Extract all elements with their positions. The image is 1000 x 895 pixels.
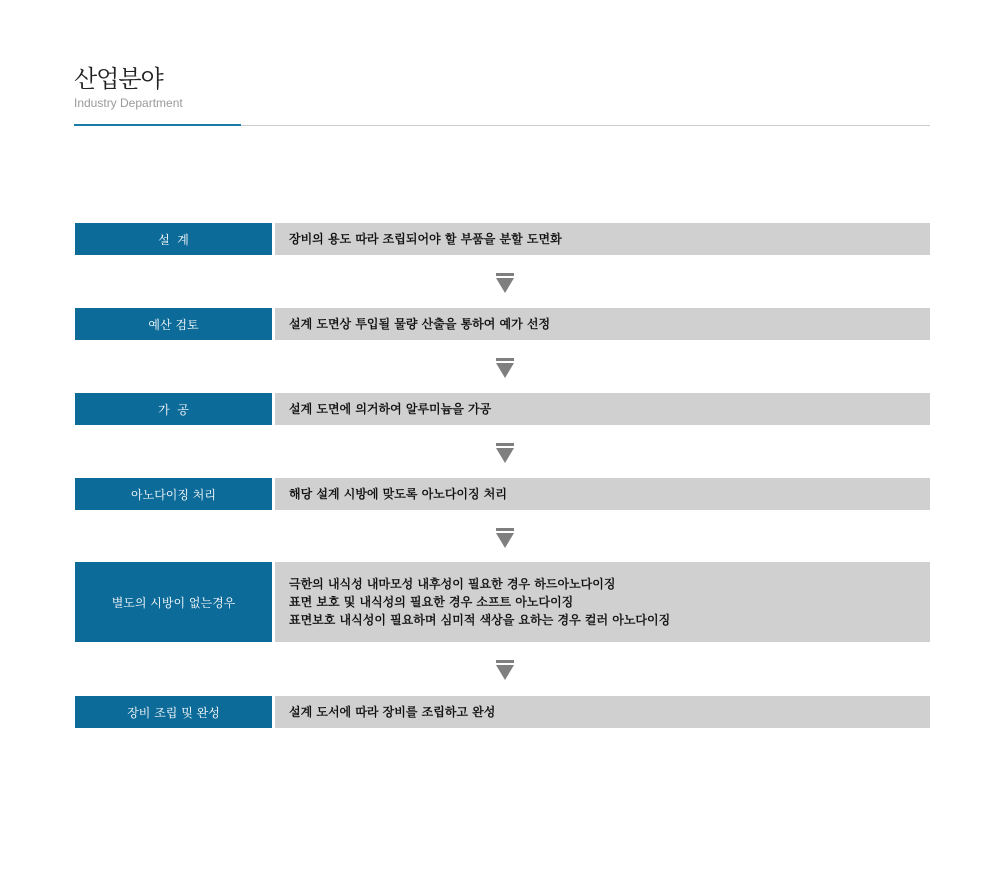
step-label: 장비 조립 및 완성 xyxy=(75,696,272,728)
step-description xyxy=(275,308,930,340)
page-title: 산업분야 xyxy=(74,65,163,93)
step-description-line: 설계 도서에 따라 장비를 조립하고 완성 xyxy=(289,705,496,719)
down-arrow-icon xyxy=(496,528,514,548)
step-label: 예산 검토 xyxy=(75,308,272,340)
process-step-no-spec xyxy=(75,562,930,642)
step-label: 별도의 시방이 없는경우 xyxy=(75,562,272,642)
down-arrow-icon xyxy=(496,660,514,680)
page-subtitle: Industry Department xyxy=(74,96,183,110)
step-description-line: 설계 도면상 투입될 물량 산출을 통하여 예가 선정 xyxy=(289,317,551,331)
down-arrow-icon xyxy=(496,358,514,378)
step-description-line: 표면보호 내식성이 필요하며 심미적 색상을 요하는 경우 컬러 아노다이징 xyxy=(289,613,671,627)
down-arrow-icon xyxy=(496,273,514,293)
step-description xyxy=(275,393,930,425)
step-description-line: 표면 보호 및 내식성의 필요한 경우 소프트 아노다이징 xyxy=(289,595,574,609)
process-step-design xyxy=(75,223,930,255)
down-arrow-icon xyxy=(496,443,514,463)
step-description xyxy=(275,696,930,728)
step-description xyxy=(275,478,930,510)
process-step-machining xyxy=(75,393,930,425)
header-divider-accent xyxy=(74,124,241,126)
process-step-anodizing xyxy=(75,478,930,510)
step-description xyxy=(275,223,930,255)
step-label: 가 공 xyxy=(75,393,272,425)
step-label: 설 계 xyxy=(75,223,272,255)
step-description-line: 해당 설계 시방에 맞도록 아노다이징 처리 xyxy=(289,487,507,501)
process-step-assembly xyxy=(75,696,930,728)
process-step-budget-review xyxy=(75,308,930,340)
step-description-line: 극한의 내식성 내마모성 내후성이 필요한 경우 하드아노다이징 xyxy=(289,577,616,591)
step-description xyxy=(275,562,930,642)
step-description-line: 설계 도면에 의거하여 알루미늄을 가공 xyxy=(289,402,492,416)
step-description-line: 장비의 용도 따라 조립되어야 할 부품을 분할 도면화 xyxy=(289,232,562,246)
step-label: 아노다이징 처리 xyxy=(75,478,272,510)
